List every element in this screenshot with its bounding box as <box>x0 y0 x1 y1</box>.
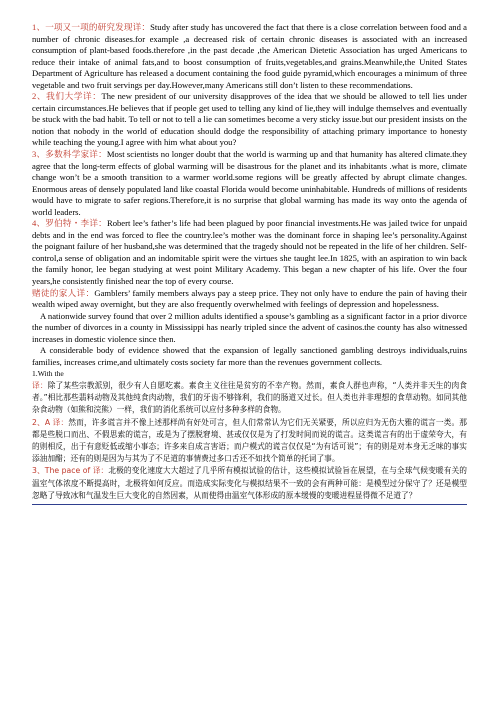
paragraph-text: Robert lee’s father’s life had been plagued by poor financial investments.He was jailed twice for unpaid debts and in the end was forced to flee the country.lee’s mother was the dominant force in shaping lee’s personality.Against the poignant failure of her husband,she was determined that the tragedy should not be repeated in the life of her children. Self-control,a sense of obligation and an indomitable spirit were the virtues she taught lee.In 1825, with an aspiration to win back the family honor, lee began studying at west point Military Academy. This began a new chapter of his life. Over the four years,he consistently finished near the top of every course. <box>32 218 467 287</box>
translation-text: 然而，许多谎言并不像上述那样尚有好处可言，但人们常常认为它们无关紧要，所以应归为无伤大雅的谎言一类。那都是些脱口而出、不假思索的谎言，或是为了摆脱窘境、甚或仅仅是为了打发时间而说的谎言。这类谎言有的出于虚荣夸大，有的则相反，出于有意贬低或缩小事态；许多来自成言害语；而户模式的谎言仅仅是“为有话可说”；有的则是对本身无乏味的事实添油加醋；还有的则是因为与其为了不足道的事情费过多口舌还不如找个简单的托词了事。 <box>32 417 467 464</box>
paragraph-text: Gamblers’ family members always pay a steep price. They not only have to endure the pain of having their wealth wiped away overnight, but they are also frequently overwhelmed with feelings of depression and hopelessness. <box>32 287 467 310</box>
translation-label: 3、The pace of 译： <box>32 466 109 476</box>
translation-3 <box>32 465 467 502</box>
paragraph-text: A nationwide survey found that over 2 million adults identified a spouse’s gambling as a significant factor in a prior divorce the number of divorces in a county in Mississippi has nearly tripled since the advent of casinos.the county has also witnessed increases in domestic violence since then. <box>32 310 467 344</box>
paragraph-label: 2、我们大学详： <box>32 91 102 102</box>
paragraph-text: Study after study has uncovered the fact that there is a close correlation between food and a number of chronic diseases.for example ,a decreased risk of certain chronic diseases is associated with an increased consumption of plant-based foods.therefore ,in the past decade ,the American Dietetic Association has urged Americans to reduce their intake of animal fats,and to boost consumption of fruits,vegetables,and grains.Meanwhile,the United States Department of Agriculture has released a document containing the food guide pyramid,which encourages a minimum of three vegetable and two fruit servings per day.However,many Americans still don’t listen to these recommendations. <box>32 22 467 90</box>
translation-text: 除了某些宗教派别，很少有人自愿吃素。素食主义往往是贫穷的不幸产物。然而，素食人群也声称，“人类并非天生的肉食者。”相比那些翡料动物及其他纯食肉动物，我们的牙齿不够锋利，我们的肠道又过长。但人类也并非理想的食草动物。如同其他杂食动物（如熊和浣熊）一样，我们的消化系统可以应付多种多样的食物。 <box>32 380 467 415</box>
paragraph-label: 4、罗伯特・李详： <box>32 218 107 229</box>
translation-2 <box>32 417 467 466</box>
paragraph-label: 赌徒的家人详： <box>32 287 95 298</box>
paragraph-text: The new president of our university disapproves of the idea that we should be allowed to tell lies under certain circumstances.He believes that if people get used to telling any kind of lie,they will indulge themselves and eventually be stuck with the bad habit. To tell or not to tell a lie can sometimes become a very sticky issue.but our president insists on the notion that nobody in the world of education should dodge the responsibility of attaching primary importance to honesty while teaching the young.I agree with him what about you? <box>32 91 467 148</box>
paragraph-3 <box>32 149 467 218</box>
paragraph-4 <box>32 218 467 287</box>
divider <box>32 504 467 505</box>
paragraph-5 <box>32 288 467 311</box>
paragraph-text: A considerable body of evidence showed that the expansion of legally sanctioned gambling destroys individuals,ruins families, increases crime,and ultimately costs society far more than the revenues government collects. <box>32 345 467 367</box>
paragraph-1 <box>32 22 467 91</box>
translation-label: 译： <box>32 380 48 390</box>
section-heading: 1.With the <box>32 369 64 379</box>
paragraph-6 <box>32 311 467 346</box>
paragraph-2 <box>32 91 467 149</box>
paragraph-label: 3、多数科学家详： <box>32 149 107 160</box>
translation-1 <box>32 380 467 417</box>
translation-label: 2、A 译： <box>32 417 69 427</box>
translation-text: 北极的变化速度大大超过了几乎所有模拟试验的估计，这些模拟试验旨在展望，在与全球气候变暖有关的温室气体浓度不断提高时，北极将如何反应。而造成实际变化与模拟结果不一致的会有两种可能：是模型过分保守了？还是模型忽略了导致冰和气温发生巨大变化的自然因素，从而使得由温室气体形成的原本缓慢的变暖进程显得微不足道了？ <box>32 466 467 500</box>
paragraph-label: 1、一项又一项的研究发现详： <box>32 22 151 32</box>
paragraph-text: Most scientists no longer doubt that the world is warming up and that humanity has altered climate.they agree that the long-term effects of global warming will be disastrous for the planet and its inhabitants .what is more, climate change won’t be a smooth transition to a warmer world.some regions will be greatly affected by abrupt climate changes. Enormous areas of densely populated land like coastal Florida would become uninhabitable. Hundreds of millions of residents would have to migrate to safer regions.Therefore,it is no surprise that global warming has made its way onto the agenda of world leaders. <box>32 149 467 217</box>
paragraph-7 <box>32 345 467 368</box>
